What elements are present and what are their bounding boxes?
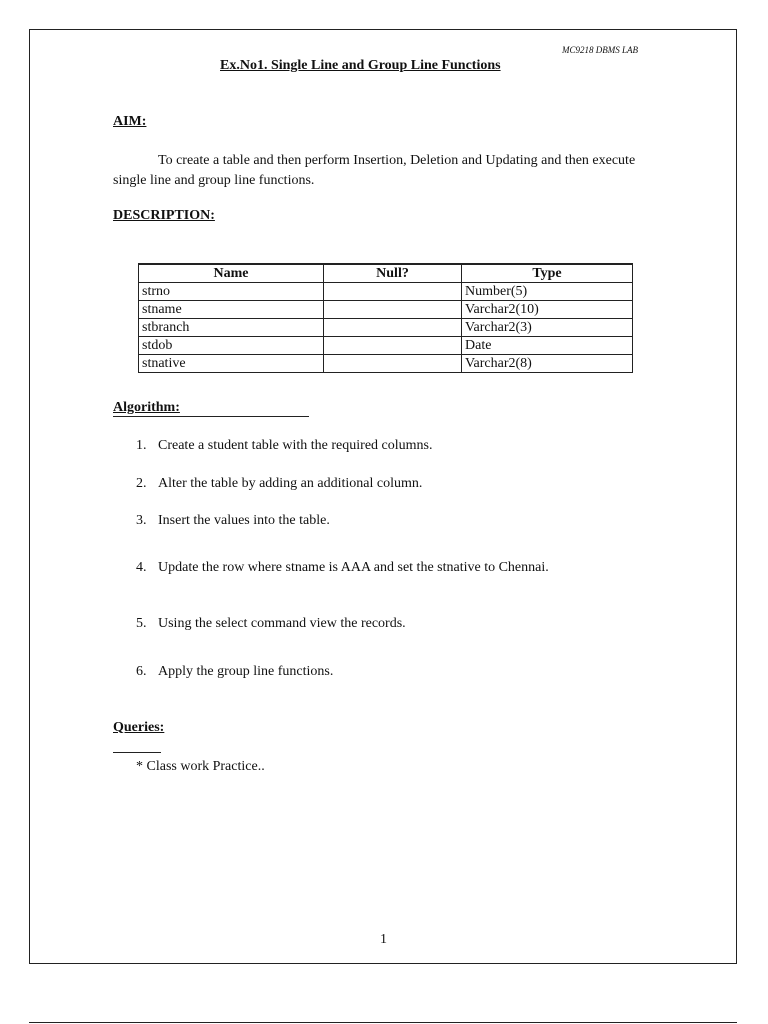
table-cell-type: Number(5) bbox=[462, 283, 633, 301]
table-cell-name: strno bbox=[139, 283, 324, 301]
description-heading: DESCRIPTION: bbox=[113, 208, 215, 223]
table-cell-null bbox=[324, 355, 462, 373]
algorithm-heading: Algorithm: bbox=[113, 400, 180, 415]
algorithm-step: Apply the group line functions. bbox=[158, 664, 334, 679]
table-cell-null bbox=[324, 283, 462, 301]
step-number: 1. bbox=[136, 438, 147, 453]
table-header-name: Name bbox=[139, 264, 324, 283]
step-number: 5. bbox=[136, 616, 147, 631]
page-number: 1 bbox=[380, 932, 387, 947]
step-number: 3. bbox=[136, 513, 147, 528]
description-table bbox=[138, 263, 633, 373]
table-row bbox=[139, 301, 633, 319]
table-cell-null bbox=[324, 337, 462, 355]
table-row bbox=[139, 355, 633, 373]
table-cell-name: stdob bbox=[139, 337, 324, 355]
aim-text: To create a table and then perform Insertion, Deletion and Updating and then execute single line and group line functions. bbox=[113, 153, 636, 188]
algorithm-step: Update the row where stname is AAA and set the stnative to Chennai. bbox=[158, 560, 549, 575]
table-row bbox=[139, 337, 633, 355]
algorithm-heading-rule bbox=[113, 416, 309, 417]
aim-heading: AIM: bbox=[113, 114, 147, 129]
table-cell-type: Date bbox=[462, 337, 633, 355]
bottom-rule bbox=[29, 1022, 737, 1023]
queries-rule bbox=[113, 752, 161, 753]
algorithm-step: Create a student table with the required columns. bbox=[158, 438, 433, 453]
table-cell-type: Varchar2(8) bbox=[462, 355, 633, 373]
step-number: 2. bbox=[136, 476, 147, 491]
table-cell-null bbox=[324, 301, 462, 319]
aim-paragraph bbox=[113, 151, 653, 191]
table-row bbox=[139, 319, 633, 337]
header-course-tag: MC9218 DBMS LAB bbox=[562, 45, 638, 55]
table-header-null: Null? bbox=[324, 264, 462, 283]
page-title: Ex.No1. Single Line and Group Line Functions bbox=[220, 58, 501, 73]
table-header-type: Type bbox=[462, 264, 633, 283]
algorithm-step: Alter the table by adding an additional column. bbox=[158, 476, 423, 491]
step-number: 6. bbox=[136, 664, 147, 679]
queries-note: * Class work Practice.. bbox=[136, 759, 265, 774]
table-cell-null bbox=[324, 319, 462, 337]
step-number: 4. bbox=[136, 560, 147, 575]
table-row bbox=[139, 283, 633, 301]
table-cell-name: stbranch bbox=[139, 319, 324, 337]
table-cell-type: Varchar2(3) bbox=[462, 319, 633, 337]
table-cell-name: stnative bbox=[139, 355, 324, 373]
table-cell-type: Varchar2(10) bbox=[462, 301, 633, 319]
queries-heading: Queries: bbox=[113, 720, 165, 735]
table-header-row bbox=[139, 264, 633, 283]
table-cell-name: stname bbox=[139, 301, 324, 319]
algorithm-step: Insert the values into the table. bbox=[158, 513, 330, 528]
algorithm-step: Using the select command view the records. bbox=[158, 616, 406, 631]
